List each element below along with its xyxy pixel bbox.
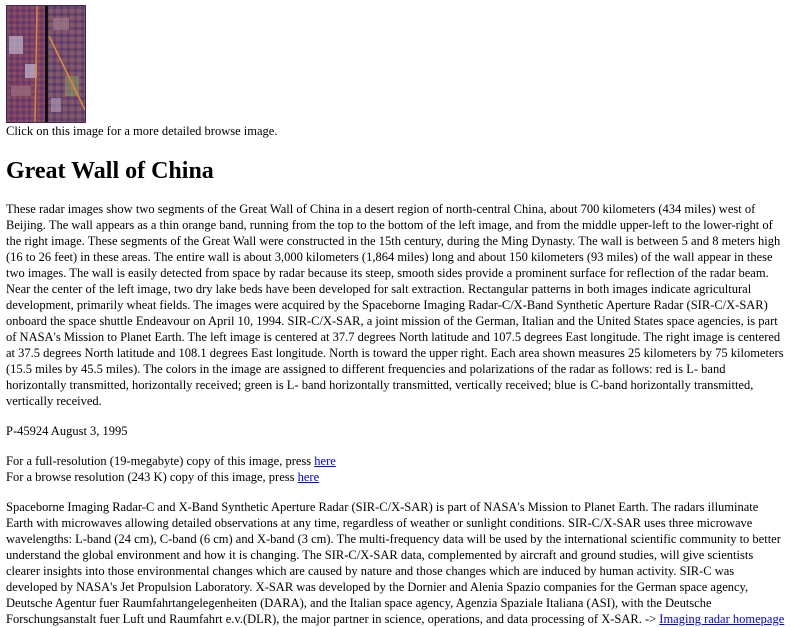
radar-thumbnail-link[interactable] [6,5,86,123]
full-resolution-text: For a full-resolution (19-megabyte) copy of this image, press [6,454,315,468]
browse-resolution-line [6,469,788,485]
browse-resolution-link[interactable]: here [297,470,320,484]
description-paragraph: These radar images show two segments of the Great Wall of China in a desert region of north-central China, about 700 kilometers (434 miles) west of Beijing. The wall appears as a thin orange band, running from the top to the bottom of the left image, and from the middle upper-left to the lower-right of the right image. These segments of the Great Wall were constructed in the 15th century, during the Ming Dynasty. The wall is between 5 and 8 meters high (16 to 26 feet) in these areas. The entire wall is about 3,000 kilometers (1,864 miles) long and about 150 kilometers (93 miles) of the wall appear in these two images. The wall is easily detected from space by radar because its steep, smooth sides provide a prominent surface for reflection of the radar beam. Near the center of the left image, two dry lake beds have been developed for salt extraction. Rectangular patterns in both images indicate agricultural development, primarily wheat fields. The images were acquired by the Spaceborne Imaging Radar-C/X-Band Synthetic Aperture Radar (SIR-C/X-SAR) onboard the space shuttle Endeavour on April 10, 1994. SIR-C/X-SAR, a joint mission of the German, Italian and the United States space agencies, is part of NASA's Mission to Planet Earth. The left image is centered at 37.7 degrees North latitude and 107.5 degrees East longitude. The right image is centered at 37.5 degrees North latitude and 108.1 degrees East longitude. North is toward the upper right. Each area shown measures 25 kilometers by 75 kilometers (15.5 miles by 45.5 miles). The colors in the image are assigned to different frequencies and polarizations of the radar as follows: red is L- band horizontally transmitted, horizontally received; green is L- band horizontally transmitted, vertically received; blue is C-band horizontally transmitted, vertically received. [6,202,784,408]
thumbnail-caption: Click on this image for a more detailed browse image. [6,124,278,138]
radar-thumbnail-image[interactable] [6,5,86,123]
about-sir-c-paragraph [6,499,788,627]
page-title: Great Wall of China [6,158,214,184]
imaging-radar-homepage-link[interactable]: Imaging radar homepage [659,612,785,626]
full-resolution-link[interactable]: here [314,454,336,468]
browse-resolution-text: For a browse resolution (243 K) copy of this image, press [6,470,298,484]
about-sir-c-text: Spaceborne Imaging Radar-C and X-Band Synthetic Aperture Radar (SIR-C/X-SAR) is part of NASA's Mission to Planet Earth. The radars illuminate Earth with microwaves allowing detailed observations at any time, regardless of weather or sunlight conditions. SIR-C/X-SAR uses three microwave wavelengths: L-band (24 cm), C-band (6 cm) and X-band (3 cm). The multi-frequency data will be used by the international scientific community to better understand the global environment and how it is changing. The SIR-C/X-SAR data, complemented by aircraft and ground studies, will give scientists clearer insights into those environmental changes which are caused by nature and those changes which are induced by human activity. SIR-C was developed by NASA's Jet Propulsion Laboratory. X-SAR was developed by the Dornier and Alenia Spazio companies for the German space agency, Deutsche Agentur fuer Raumfahrtangelegenheiten (DARA), and the Italian space agency, Agenzia Spaziale Italiana (ASI), with the Deutsche Forschungsanstalt fuer Luft und Raumfahrt e.v.(DLR), the major partner in science, operations, and data processing of X-SAR. -> [6,500,781,626]
full-resolution-line [6,453,788,469]
image-id-date: P-45924 August 3, 1995 [6,424,128,438]
